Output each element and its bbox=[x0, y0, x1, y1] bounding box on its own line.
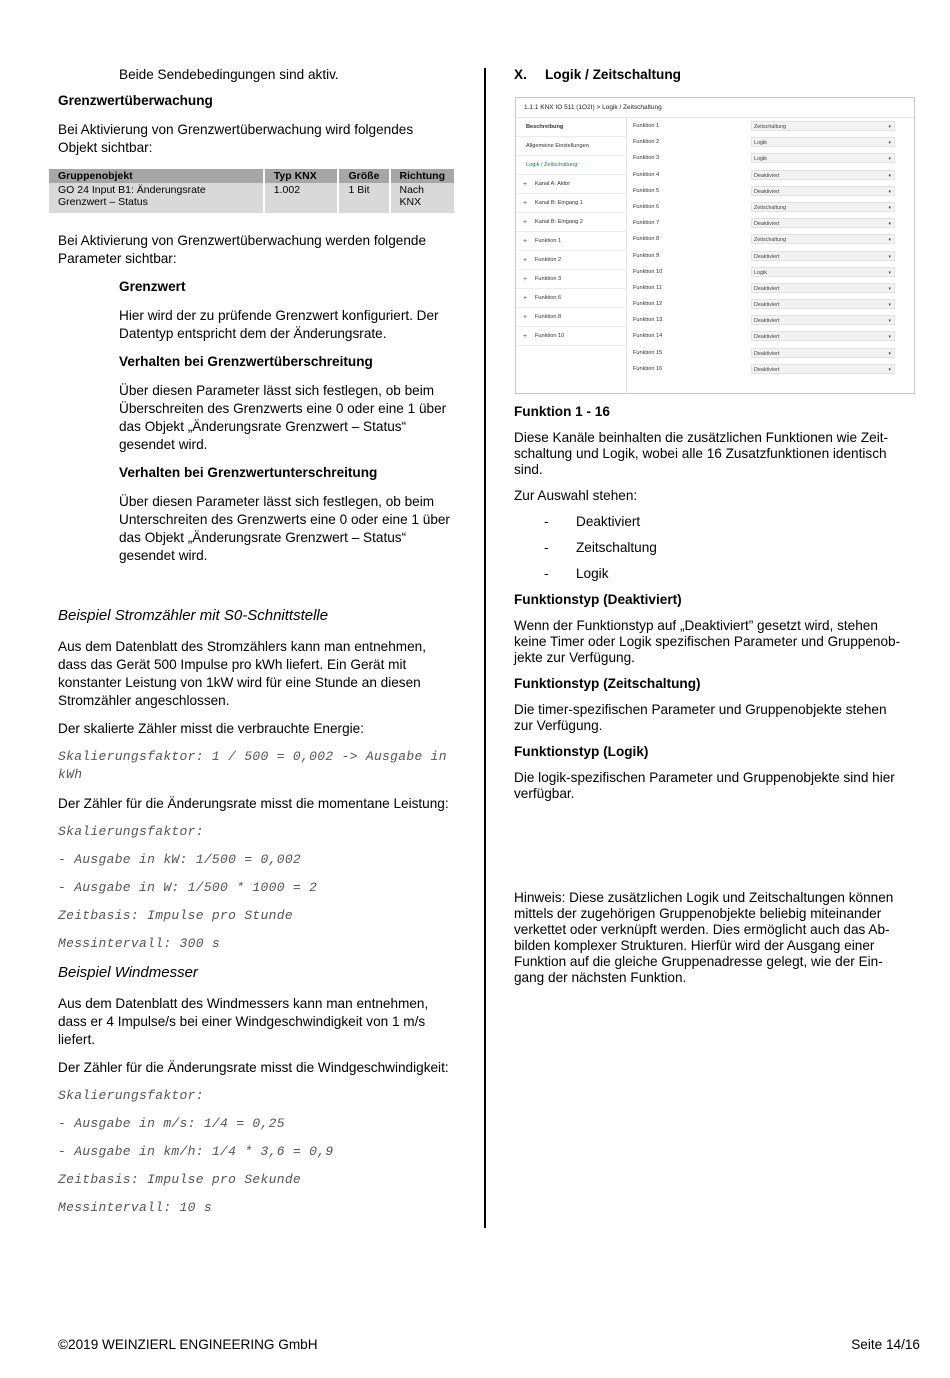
parameter-label: Funktion 15 bbox=[633, 349, 663, 356]
screenshot-nav-label: Kanal B: Eingang 2 bbox=[535, 219, 583, 225]
code-line: Skalierungsfaktor: bbox=[58, 824, 204, 839]
parameter-dropdown bbox=[751, 267, 895, 277]
paragraph-params-visible: Bei Aktivierung von Grenzwertüberwachung werden folgende Parameter sichtbar: bbox=[58, 233, 427, 266]
screenshot-parameter-row bbox=[633, 218, 903, 234]
heading-beispiel-windmesser: Beispiel Windmesser bbox=[58, 964, 198, 981]
dropdown-value: Zeitschaltung bbox=[754, 237, 787, 244]
heading-beispiel-stromzaehler: Beispiel Stromzähler mit S0-Schnittstelle bbox=[58, 607, 329, 624]
parameter-label: Funktion 1 bbox=[633, 123, 660, 129]
code-line: - Ausgabe in m/s: 1/4 = 0,25 bbox=[58, 1116, 285, 1131]
screenshot-parameter-row bbox=[633, 315, 903, 331]
parameter-label: Funktion 13 bbox=[633, 317, 663, 324]
expand-plus-icon: + bbox=[523, 181, 528, 188]
screenshot-parameter-row bbox=[633, 202, 903, 218]
parameter-label: Funktion 8 bbox=[633, 236, 660, 243]
section-title: Logik / Zeitschaltung bbox=[545, 67, 681, 82]
screenshot-nav-item bbox=[516, 118, 626, 137]
column-divider bbox=[484, 68, 486, 1228]
paragraph-stromzaehler: Aus dem Datenblatt des Stromzählers kann man entnehmen, dass das Gerät 500 Impulse pro kWh liefert. Ein Gerät mit konstanter Leistung von 1kW wird für eine Stunde an diesen Stromzähler angeschlossen. bbox=[58, 639, 426, 708]
screenshot-nav-label: Funktion 10 bbox=[535, 333, 565, 339]
section-number: X. bbox=[514, 67, 527, 82]
screenshot-nav-label: Funktion 8 bbox=[535, 314, 562, 320]
hinweis-note: Hinweis: Diese zusätzlichen Logik und Zeitschaltungen können mittels der zugehörigen Gruppenobjekte beliebig miteinander verkettet oder verknüpft werden. Dies ermöglicht auch das Ab-bilden komplexer Strukturen. Hierfür wird der Ausgang einer Funktion auf die gleiche Gruppenadresse gelegt, wie der Ein-gang der nächsten Funktion. bbox=[514, 890, 894, 985]
screenshot-nav-label: Funktion 3 bbox=[535, 276, 562, 282]
screenshot-nav-label: Kanal B: Eingang 1 bbox=[535, 200, 583, 206]
screenshot-parameter-row bbox=[633, 267, 903, 283]
screenshot-parameter-row bbox=[633, 121, 903, 137]
parameter-label: Funktion 16 bbox=[633, 365, 663, 372]
screenshot-parameter-row bbox=[633, 364, 903, 380]
code-line: - Ausgabe in kW: 1/500 = 0,002 bbox=[58, 852, 302, 867]
parameter-dropdown bbox=[751, 186, 895, 196]
parameter-dropdown bbox=[751, 218, 895, 228]
bullet-dash: - bbox=[544, 514, 549, 529]
screenshot-breadcrumb: 1.1.1 KNX IO 511 (1O2I) > Logik / Zeitschaltung bbox=[516, 98, 914, 118]
heading-funktionstyp-deaktiviert: Funktionstyp (Deaktiviert) bbox=[514, 592, 682, 607]
code-line: - Ausgabe in W: 1/500 * 1000 = 2 bbox=[58, 880, 318, 895]
dropdown-value: Zeitschaltung bbox=[754, 204, 787, 211]
screenshot-nav-item bbox=[516, 137, 626, 156]
paragraph-object-visible: Bei Aktivierung von Grenzwertüberwachung wird folgendes Objekt sichtbar: bbox=[58, 122, 414, 155]
code-line: Messintervall: 300 s bbox=[58, 936, 221, 951]
parameter-label: Funktion 11 bbox=[633, 284, 662, 291]
heading-unterschreitung: Verhalten bei Grenzwertunterschreitung bbox=[119, 465, 378, 480]
paragraph-zeitschaltung: Die timer-spezifischen Parameter und Gruppenobjekte stehen zur Verfügung. bbox=[514, 702, 887, 733]
dropdown-value: Logik bbox=[754, 140, 767, 147]
dropdown-value: Deaktiviert bbox=[754, 350, 780, 357]
expand-plus-icon: + bbox=[523, 276, 528, 283]
screenshot-parameter-row bbox=[633, 348, 903, 364]
parameter-label: Funktion 4 bbox=[633, 171, 660, 178]
chevron-down-icon: ▾ bbox=[888, 172, 891, 179]
code-line: Skalierungsfaktor: bbox=[58, 1088, 204, 1103]
expand-plus-icon: + bbox=[523, 200, 528, 207]
expand-plus-icon: + bbox=[523, 257, 528, 264]
screenshot-nav-item bbox=[516, 194, 626, 213]
chevron-down-icon: ▾ bbox=[888, 253, 891, 260]
dropdown-value: Logik bbox=[754, 269, 767, 276]
paragraph-funktionen: Diese Kanäle beinhalten die zusätzlichen Funktionen wie Zeit-schaltung und Logik, wobei alle 16 Zusatzfunktionen identisch sind. bbox=[514, 430, 889, 477]
chevron-down-icon: ▾ bbox=[888, 318, 891, 325]
screenshot-parameter-row bbox=[633, 283, 903, 299]
dropdown-value: Deaktiviert bbox=[754, 285, 780, 292]
parameter-dropdown bbox=[751, 153, 895, 163]
parameter-dropdown bbox=[751, 121, 895, 131]
parameter-dropdown bbox=[751, 137, 895, 147]
parameter-dropdown bbox=[751, 251, 895, 261]
screenshot-nav-item bbox=[516, 251, 626, 270]
dropdown-value: Deaktiviert bbox=[754, 318, 780, 325]
chevron-down-icon: ▾ bbox=[888, 269, 891, 276]
parameter-dropdown bbox=[751, 364, 895, 374]
screenshot-parameter-row bbox=[633, 234, 903, 250]
paragraph-windgeschwindigkeit: Der Zähler für die Änderungsrate misst die Windgeschwindigkeit: bbox=[58, 1060, 449, 1075]
parameter-label: Funktion 3 bbox=[633, 155, 660, 162]
screenshot-parameter-row bbox=[633, 137, 903, 153]
chevron-down-icon: ▾ bbox=[888, 285, 891, 292]
paragraph-aenderungsrate-leistung: Der Zähler für die Änderungsrate misst die momentane Leistung: bbox=[58, 796, 449, 811]
chevron-down-icon: ▾ bbox=[888, 140, 891, 147]
paragraph-unterschreitung: Über diesen Parameter lässt sich festlegen, ob beim Unterschreiten des Grenzwerts eine 0 oder eine 1 über das Objekt „Änderungsrate Grenzwert – Status“ gesendet wird. bbox=[119, 494, 450, 563]
group-object-table bbox=[49, 169, 456, 213]
dropdown-value: Deaktiviert bbox=[754, 334, 780, 341]
parameter-label: Funktion 2 bbox=[633, 139, 660, 146]
parameter-dropdown bbox=[751, 283, 895, 293]
chevron-down-icon: ▾ bbox=[888, 237, 891, 244]
screenshot-nav-label: Logik / Zeitschaltung bbox=[526, 162, 578, 168]
dropdown-value: Deaktiviert bbox=[754, 253, 780, 260]
table-header: Gruppenobjekt bbox=[49, 169, 264, 183]
footer-page-number: Seite 14/16 bbox=[851, 1337, 920, 1352]
chevron-down-icon: ▾ bbox=[888, 302, 891, 309]
chevron-down-icon: ▾ bbox=[888, 350, 891, 357]
paragraph-grenzwert: Hier wird der zu prüfende Grenzwert konfiguriert. Der Datentyp entspricht dem der Änderungsrate. bbox=[119, 308, 439, 341]
chevron-down-icon: ▾ bbox=[888, 188, 891, 195]
dropdown-value: Logik bbox=[754, 156, 767, 163]
table-cell: GO 24 Input B1: Änderungsrate Grenzwert – Status bbox=[49, 183, 264, 213]
screenshot-nav-label: Allgemeine Einstellungen bbox=[526, 143, 589, 149]
heading-grenzwertueberwachung: Grenzwertüberwachung bbox=[58, 93, 213, 108]
parameter-label: Funktion 5 bbox=[633, 187, 660, 194]
heading-grenzwert: Grenzwert bbox=[119, 279, 186, 294]
dropdown-value: Deaktiviert bbox=[754, 188, 780, 195]
dropdown-value: Deaktiviert bbox=[754, 221, 780, 228]
list-item: Logik bbox=[576, 566, 609, 581]
expand-plus-icon: + bbox=[523, 314, 528, 321]
screenshot-nav-item bbox=[516, 327, 626, 346]
screenshot-nav-item bbox=[516, 289, 626, 308]
parameter-label: Funktion 9 bbox=[633, 252, 660, 259]
parameter-label: Funktion 6 bbox=[633, 203, 660, 210]
table-header: Typ KNX bbox=[264, 169, 339, 183]
list-item: Deaktiviert bbox=[576, 514, 641, 529]
dropdown-value: Deaktiviert bbox=[754, 302, 780, 309]
heading-funktionstyp-logik: Funktionstyp (Logik) bbox=[514, 744, 649, 759]
code-line: Zeitbasis: Impulse pro Sekunde bbox=[58, 1172, 302, 1187]
screenshot-parameter-row bbox=[633, 170, 903, 186]
table-header: Größe bbox=[338, 169, 389, 183]
paragraph-skalierter-zaehler: Der skalierte Zähler misst die verbrauchte Energie: bbox=[58, 721, 364, 736]
bullet-dash: - bbox=[544, 566, 549, 581]
screenshot-nav-label: Funktion 2 bbox=[535, 257, 562, 263]
expand-plus-icon: + bbox=[523, 295, 528, 302]
code-line: Zeitbasis: Impulse pro Stunde bbox=[58, 908, 293, 923]
parameter-dropdown bbox=[751, 315, 895, 325]
expand-plus-icon: + bbox=[523, 333, 528, 340]
paragraph-logik: Die logik-spezifischen Parameter und Gruppenobjekte sind hier verfügbar. bbox=[514, 770, 895, 801]
screenshot-nav-item bbox=[516, 156, 626, 175]
screenshot-nav-label: Kanal A: Aktor bbox=[535, 181, 571, 187]
screenshot-nav-item bbox=[516, 213, 626, 232]
heading-ueberschreitung: Verhalten bei Grenzwertüberschreitung bbox=[119, 354, 373, 369]
screenshot-parameter-row bbox=[633, 153, 903, 169]
code-line: - Ausgabe in km/h: 1/4 * 3,6 = 0,9 bbox=[58, 1144, 334, 1159]
screenshot-nav-item bbox=[516, 308, 626, 327]
screenshot-parameter-row bbox=[633, 251, 903, 267]
heading-funktionstyp-zeitschaltung: Funktionstyp (Zeitschaltung) bbox=[514, 676, 701, 691]
dropdown-value: Deaktiviert bbox=[754, 172, 780, 179]
screenshot-parameter-row bbox=[633, 331, 903, 347]
dropdown-value: Zeitschaltung bbox=[754, 124, 787, 130]
parameter-label: Funktion 7 bbox=[633, 220, 660, 227]
chevron-down-icon: ▾ bbox=[888, 204, 891, 211]
chevron-down-icon: ▾ bbox=[888, 366, 891, 373]
screenshot-nav-item bbox=[516, 175, 626, 194]
dropdown-value: Deaktiviert bbox=[754, 366, 780, 373]
table-cell: 1 Bit bbox=[338, 183, 389, 213]
list-item: Zeitschaltung bbox=[576, 540, 657, 555]
parameter-label: Funktion 12 bbox=[633, 301, 663, 308]
screenshot-parameter-list bbox=[633, 121, 903, 380]
table-header: Richtung bbox=[390, 169, 456, 183]
paragraph-deaktiviert: Wenn der Funktionstyp auf „Deaktiviert” gesetzt wird, stehen keine Timer oder Logik spezifischen Parameter und Gruppenob-jekte zur Verfügung. bbox=[514, 618, 901, 665]
table-cell: 1.002 bbox=[264, 183, 339, 213]
send-conditions-text: Beide Sendebedingungen sind aktiv. bbox=[119, 67, 339, 82]
parameter-label: Funktion 14 bbox=[633, 333, 663, 340]
paragraph-windmesser: Aus dem Datenblatt des Windmessers kann man entnehmen, dass er 4 Impulse/s bei einer Windgeschwindigkeit von 1 m/s liefert. bbox=[58, 996, 429, 1047]
table-row bbox=[49, 183, 455, 213]
parameter-dropdown bbox=[751, 202, 895, 212]
parameter-dropdown bbox=[751, 348, 895, 358]
paragraph-ueberschreitung: Über diesen Parameter lässt sich festlegen, ob beim Überschreiten des Grenzwerts eine 0 oder eine 1 über das Objekt „Änderungsrate Grenzwert – Status“ gesendet wird. bbox=[119, 383, 447, 452]
screenshot-parameter-row bbox=[633, 186, 903, 202]
bullet-dash: - bbox=[544, 540, 549, 555]
screenshot-nav-label: Funktion 6 bbox=[535, 295, 562, 301]
table-cell: Nach KNX bbox=[390, 183, 456, 213]
code-skalierung-kwh: Skalierungsfaktor: 1 / 500 = 0,002 -> Ausgabe in kWh bbox=[58, 749, 447, 782]
footer-copyright: ©2019 WEINZIERL ENGINEERING GmbH bbox=[58, 1337, 318, 1352]
parameter-dropdown bbox=[751, 170, 895, 180]
paragraph-zur-auswahl: Zur Auswahl stehen: bbox=[514, 488, 638, 503]
chevron-down-icon: ▾ bbox=[888, 156, 891, 163]
parameter-dropdown bbox=[751, 234, 895, 244]
settings-screenshot bbox=[515, 97, 915, 394]
screenshot-nav-label: Beschreibung bbox=[526, 124, 564, 130]
code-line: Messintervall: 10 s bbox=[58, 1200, 212, 1215]
screenshot-parameter-row bbox=[633, 299, 903, 315]
parameter-dropdown bbox=[751, 299, 895, 309]
parameter-label: Funktion 10 bbox=[633, 268, 663, 275]
screenshot-sidebar bbox=[516, 118, 627, 393]
screenshot-nav-label: Funktion 1 bbox=[535, 238, 562, 244]
chevron-down-icon: ▾ bbox=[888, 124, 891, 130]
expand-plus-icon: + bbox=[523, 238, 528, 245]
table-header-row bbox=[49, 169, 455, 183]
screenshot-nav-item bbox=[516, 232, 626, 251]
expand-plus-icon: + bbox=[523, 219, 528, 226]
screenshot-nav-item bbox=[516, 270, 626, 289]
heading-funktion-1-16: Funktion 1 - 16 bbox=[514, 404, 610, 419]
chevron-down-icon: ▾ bbox=[888, 334, 891, 341]
parameter-dropdown bbox=[751, 331, 895, 341]
chevron-down-icon: ▾ bbox=[888, 221, 891, 228]
